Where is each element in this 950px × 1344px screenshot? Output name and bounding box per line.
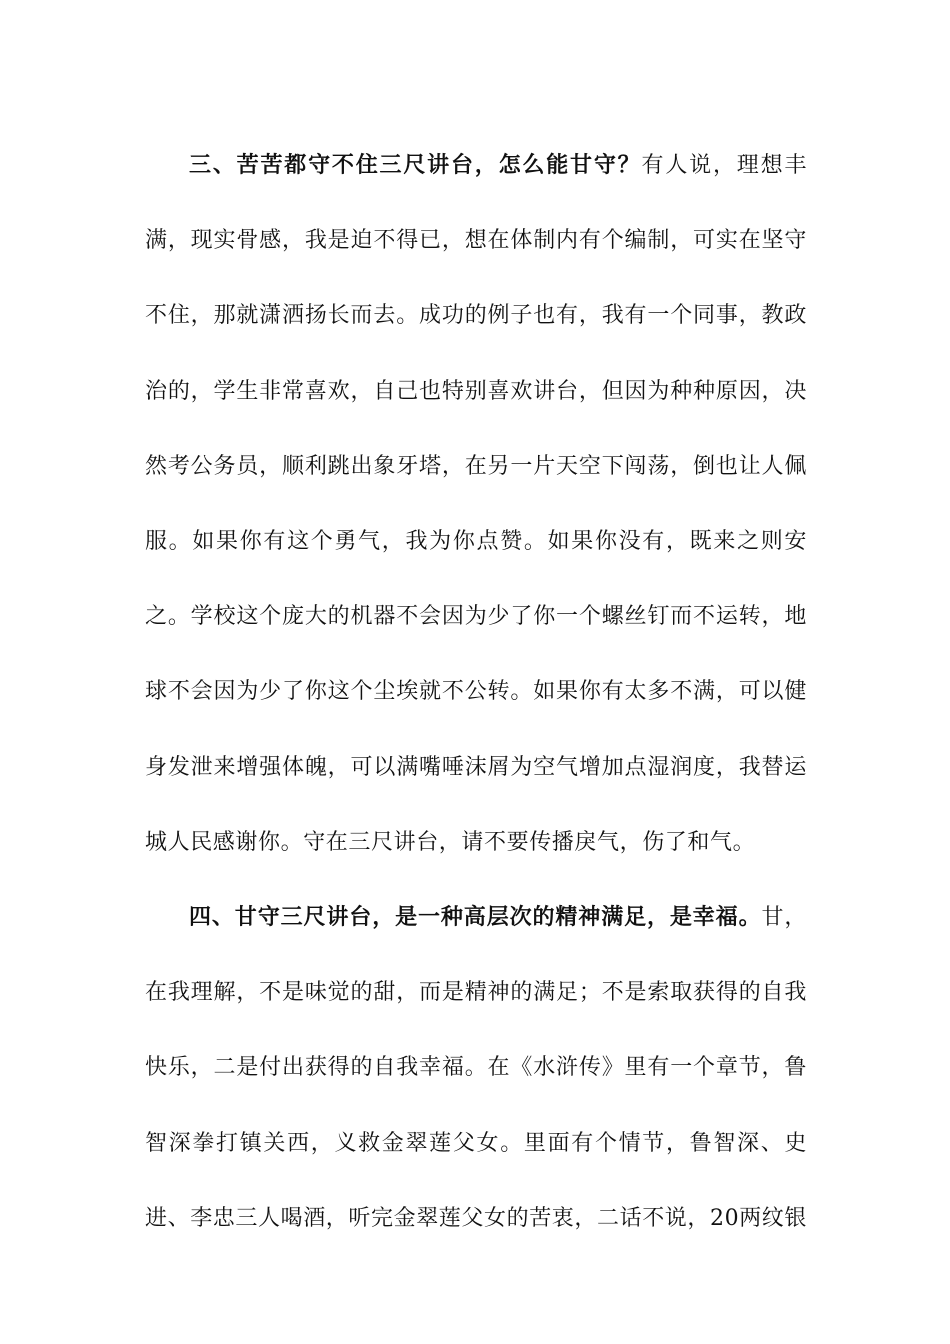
paragraph-section-three [145,128,807,880]
section-four-body: 甘，在我理解，不是味觉的甜，而是精神的满足；不是索取获得的自我快乐，二是付出获得的自我幸福。在《水浒传》里有一个章节，鲁智深拳打镇关西，义救金翠莲父女。里面有个情节，鲁智深、史进、李忠三人喝酒，听完金翠莲父女的苦衷，二话不说，20两纹银 [145,905,807,1231]
section-four-heading: 四、甘守三尺讲台，是一种高层次的精神满足，是幸福。 [189,904,762,931]
paragraph-section-four [145,880,807,1256]
document-body [145,128,807,1256]
section-three-heading: 三、苦苦都守不住三尺讲台，怎么能甘守？ [189,152,642,178]
section-three-body: 有人说，理想丰满，现实骨感，我是迫不得已，想在体制内有个编制，可实在坚守不住，那就潇洒扬长而去。成功的例子也有，我有一个同事，教政治的，学生非常喜欢，自己也特别喜欢讲台，但因为种种原因，决然考公务员，顺利跳出象牙塔，在另一片天空下闯荡，倒也让人佩服。如果你有这个勇气，我为你点赞。如果你没有，既来之则安之。学校这个庞大的机器不会因为少了你一个螺丝钉而不运转，地球不会因为少了你这个尘埃就不公转。如果你有太多不满，可以健身发泄来增强体魄，可以满嘴唾沫屑为空气增加点湿润度，我替运城人民感谢你。守在三尺讲台，请不要传播戾气，伤了和气。 [145,153,807,855]
